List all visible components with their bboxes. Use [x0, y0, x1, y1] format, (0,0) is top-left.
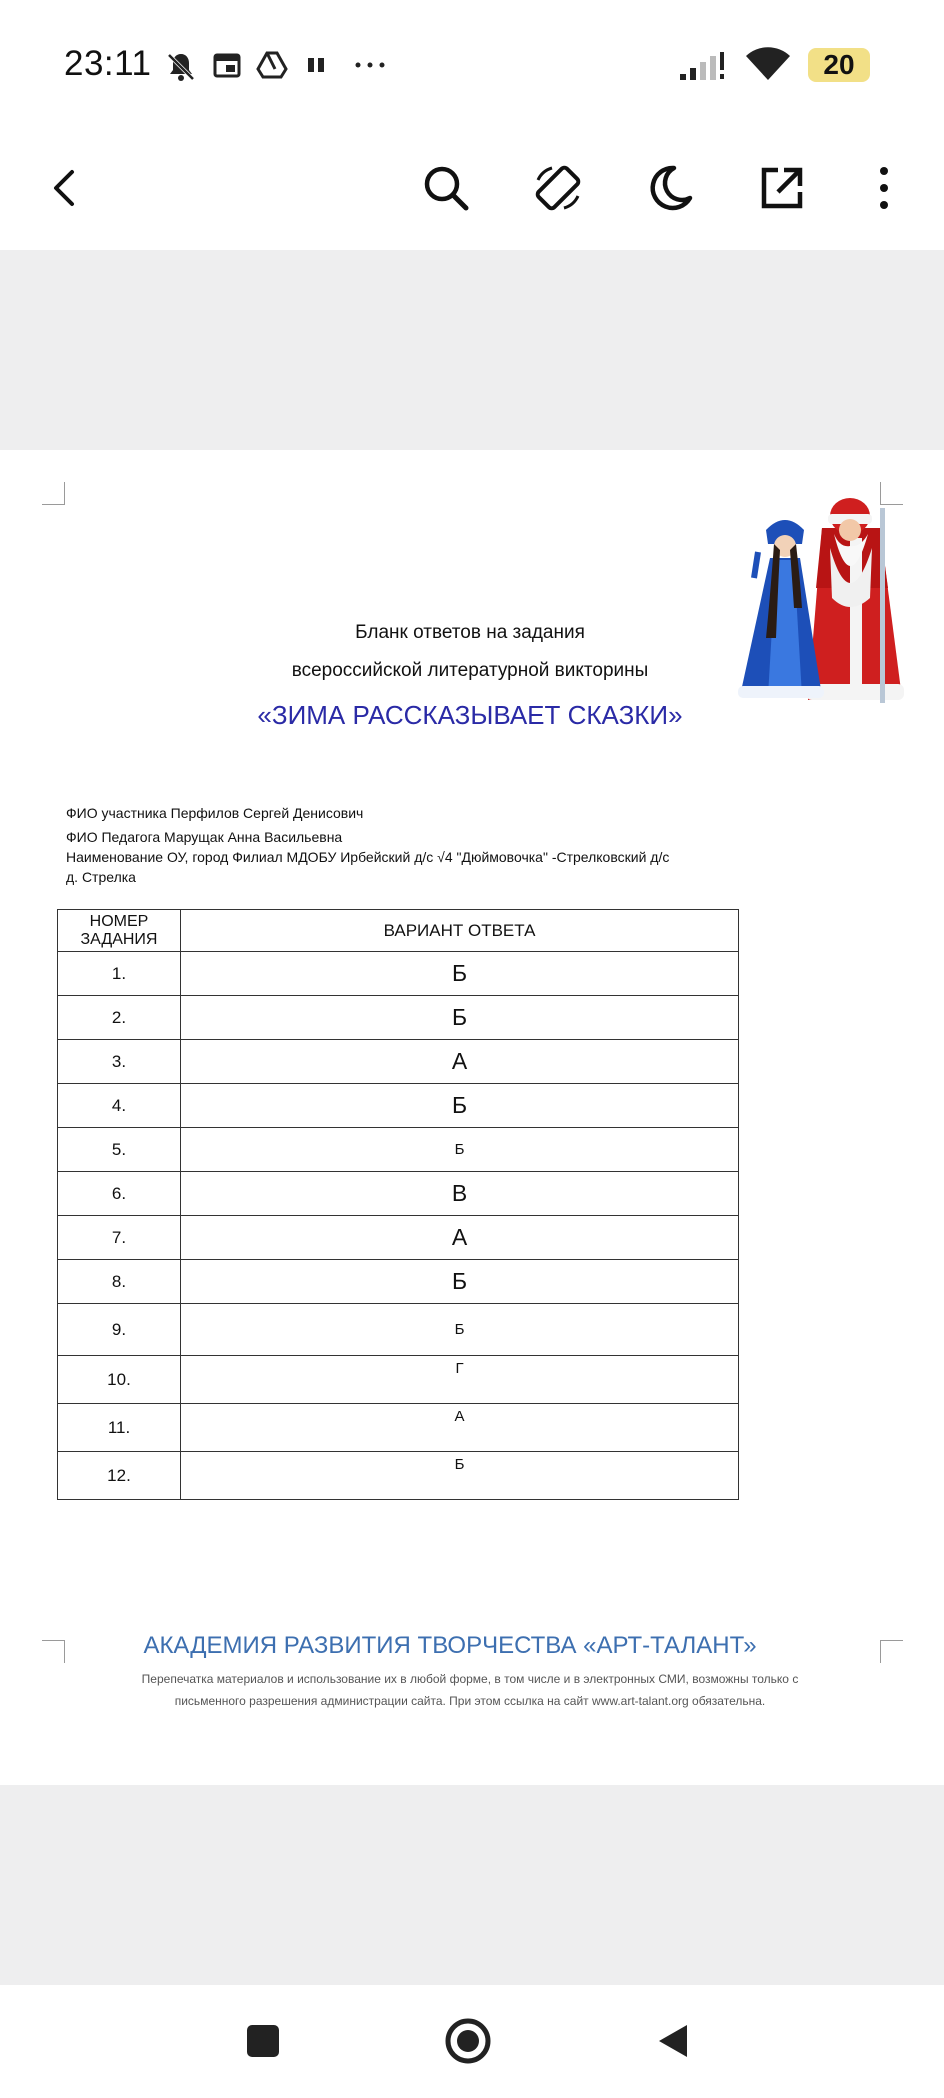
document-heading-line2: всероссийской литературной викторины [291, 660, 649, 681]
open-external-icon[interactable] [754, 160, 810, 216]
header-answer-option: ВАРИАНТ ОТВЕТА [181, 910, 739, 952]
task-number: 3. [58, 1040, 181, 1084]
viewer-background-bottom [0, 1785, 944, 1985]
footer-note-line2: письменного разрешения администрации сайта. При этом ссылка на сайт www.art-talant.org обязательна. [174, 1694, 766, 1708]
answer-cell: Б [181, 996, 739, 1040]
calendar-icon [212, 50, 242, 80]
answer-cell: Б [181, 1304, 739, 1356]
task-number: 10. [58, 1356, 181, 1404]
task-number: 5. [58, 1128, 181, 1172]
answer-cell: Б [181, 1128, 739, 1172]
table-header-row [58, 910, 739, 952]
task-number: 12. [58, 1452, 181, 1500]
crop-mark [42, 482, 65, 505]
task-number: 6. [58, 1172, 181, 1216]
table-row [58, 1128, 739, 1172]
teacher-name: ФИО Педагога Марущак Анна Васильевна [66, 829, 343, 845]
bell-off-icon [164, 50, 198, 84]
footer-copyright-note [60, 1668, 880, 1712]
recents-square-icon[interactable] [243, 2021, 283, 2061]
wifi-icon [744, 46, 792, 84]
table-row [58, 1040, 739, 1084]
table-row [58, 952, 739, 996]
task-number: 1. [58, 952, 181, 996]
status-time: 23:11 [64, 44, 152, 83]
home-circle-icon[interactable] [443, 2016, 493, 2066]
search-icon[interactable] [418, 160, 474, 216]
table-row [58, 1260, 739, 1304]
quiz-title: «ЗИМА РАССКАЗЫВАЕТ СКАЗКИ» [257, 700, 683, 730]
answer-cell: А [181, 1404, 739, 1452]
task-number: 4. [58, 1084, 181, 1128]
organization-line2: д. Стрелка [66, 869, 136, 885]
footer-academy-title: АКАДЕМИЯ РАЗВИТИЯ ТВОРЧЕСТВА «АРТ-ТАЛАНТ» [143, 1632, 757, 1659]
organization-line1: Наименование ОУ, город Филиал МДОБУ Ирбейский д/с √4 "Дюймовочка" -Стрелковский д/с [66, 849, 670, 865]
task-number: 9. [58, 1304, 181, 1356]
answer-cell: А [181, 1216, 739, 1260]
answer-cell: Б [181, 1084, 739, 1128]
participant-name: ФИО участника Перфилов Сергей Денисович [66, 805, 364, 821]
father-frost-snow-maiden-illustration [730, 488, 916, 710]
battery-indicator: 20 [808, 48, 870, 82]
more-vert-icon[interactable] [862, 160, 918, 216]
crop-mark [880, 1640, 903, 1663]
header-task-number: НОМЕР ЗАДАНИЯ [58, 910, 181, 952]
crop-mark [42, 1640, 65, 1663]
pause-icon [304, 50, 328, 80]
signal-icon [678, 50, 728, 86]
table-row [58, 1452, 739, 1500]
night-mode-icon[interactable] [642, 160, 698, 216]
table-row [58, 996, 739, 1040]
answer-cell: Б [181, 1452, 739, 1500]
footer-note-line1: Перепечатка материалов и использование их в любой форме, в том числе и в электронных СМИ, возможны только с [141, 1672, 799, 1686]
more-dots-icon [350, 50, 390, 80]
answer-cell: Б [181, 1260, 739, 1304]
drive-icon [256, 50, 288, 80]
back-arrow-icon[interactable] [38, 160, 94, 216]
back-triangle-icon[interactable] [653, 2021, 693, 2061]
answer-cell: Г [181, 1356, 739, 1404]
answers-table [57, 909, 739, 1500]
table-row [58, 1404, 739, 1452]
answer-cell: Б [181, 952, 739, 996]
task-number: 8. [58, 1260, 181, 1304]
table-row [58, 1084, 739, 1128]
table-row [58, 1216, 739, 1260]
rotate-icon[interactable] [530, 160, 586, 216]
task-number: 11. [58, 1404, 181, 1452]
answer-cell: А [181, 1040, 739, 1084]
table-row [58, 1356, 739, 1404]
task-number: 7. [58, 1216, 181, 1260]
document-heading-line1: Бланк ответов на задания [355, 622, 585, 643]
table-row [58, 1172, 739, 1216]
viewer-background-top [0, 250, 944, 450]
answer-cell: В [181, 1172, 739, 1216]
table-row [58, 1304, 739, 1356]
task-number: 2. [58, 996, 181, 1040]
